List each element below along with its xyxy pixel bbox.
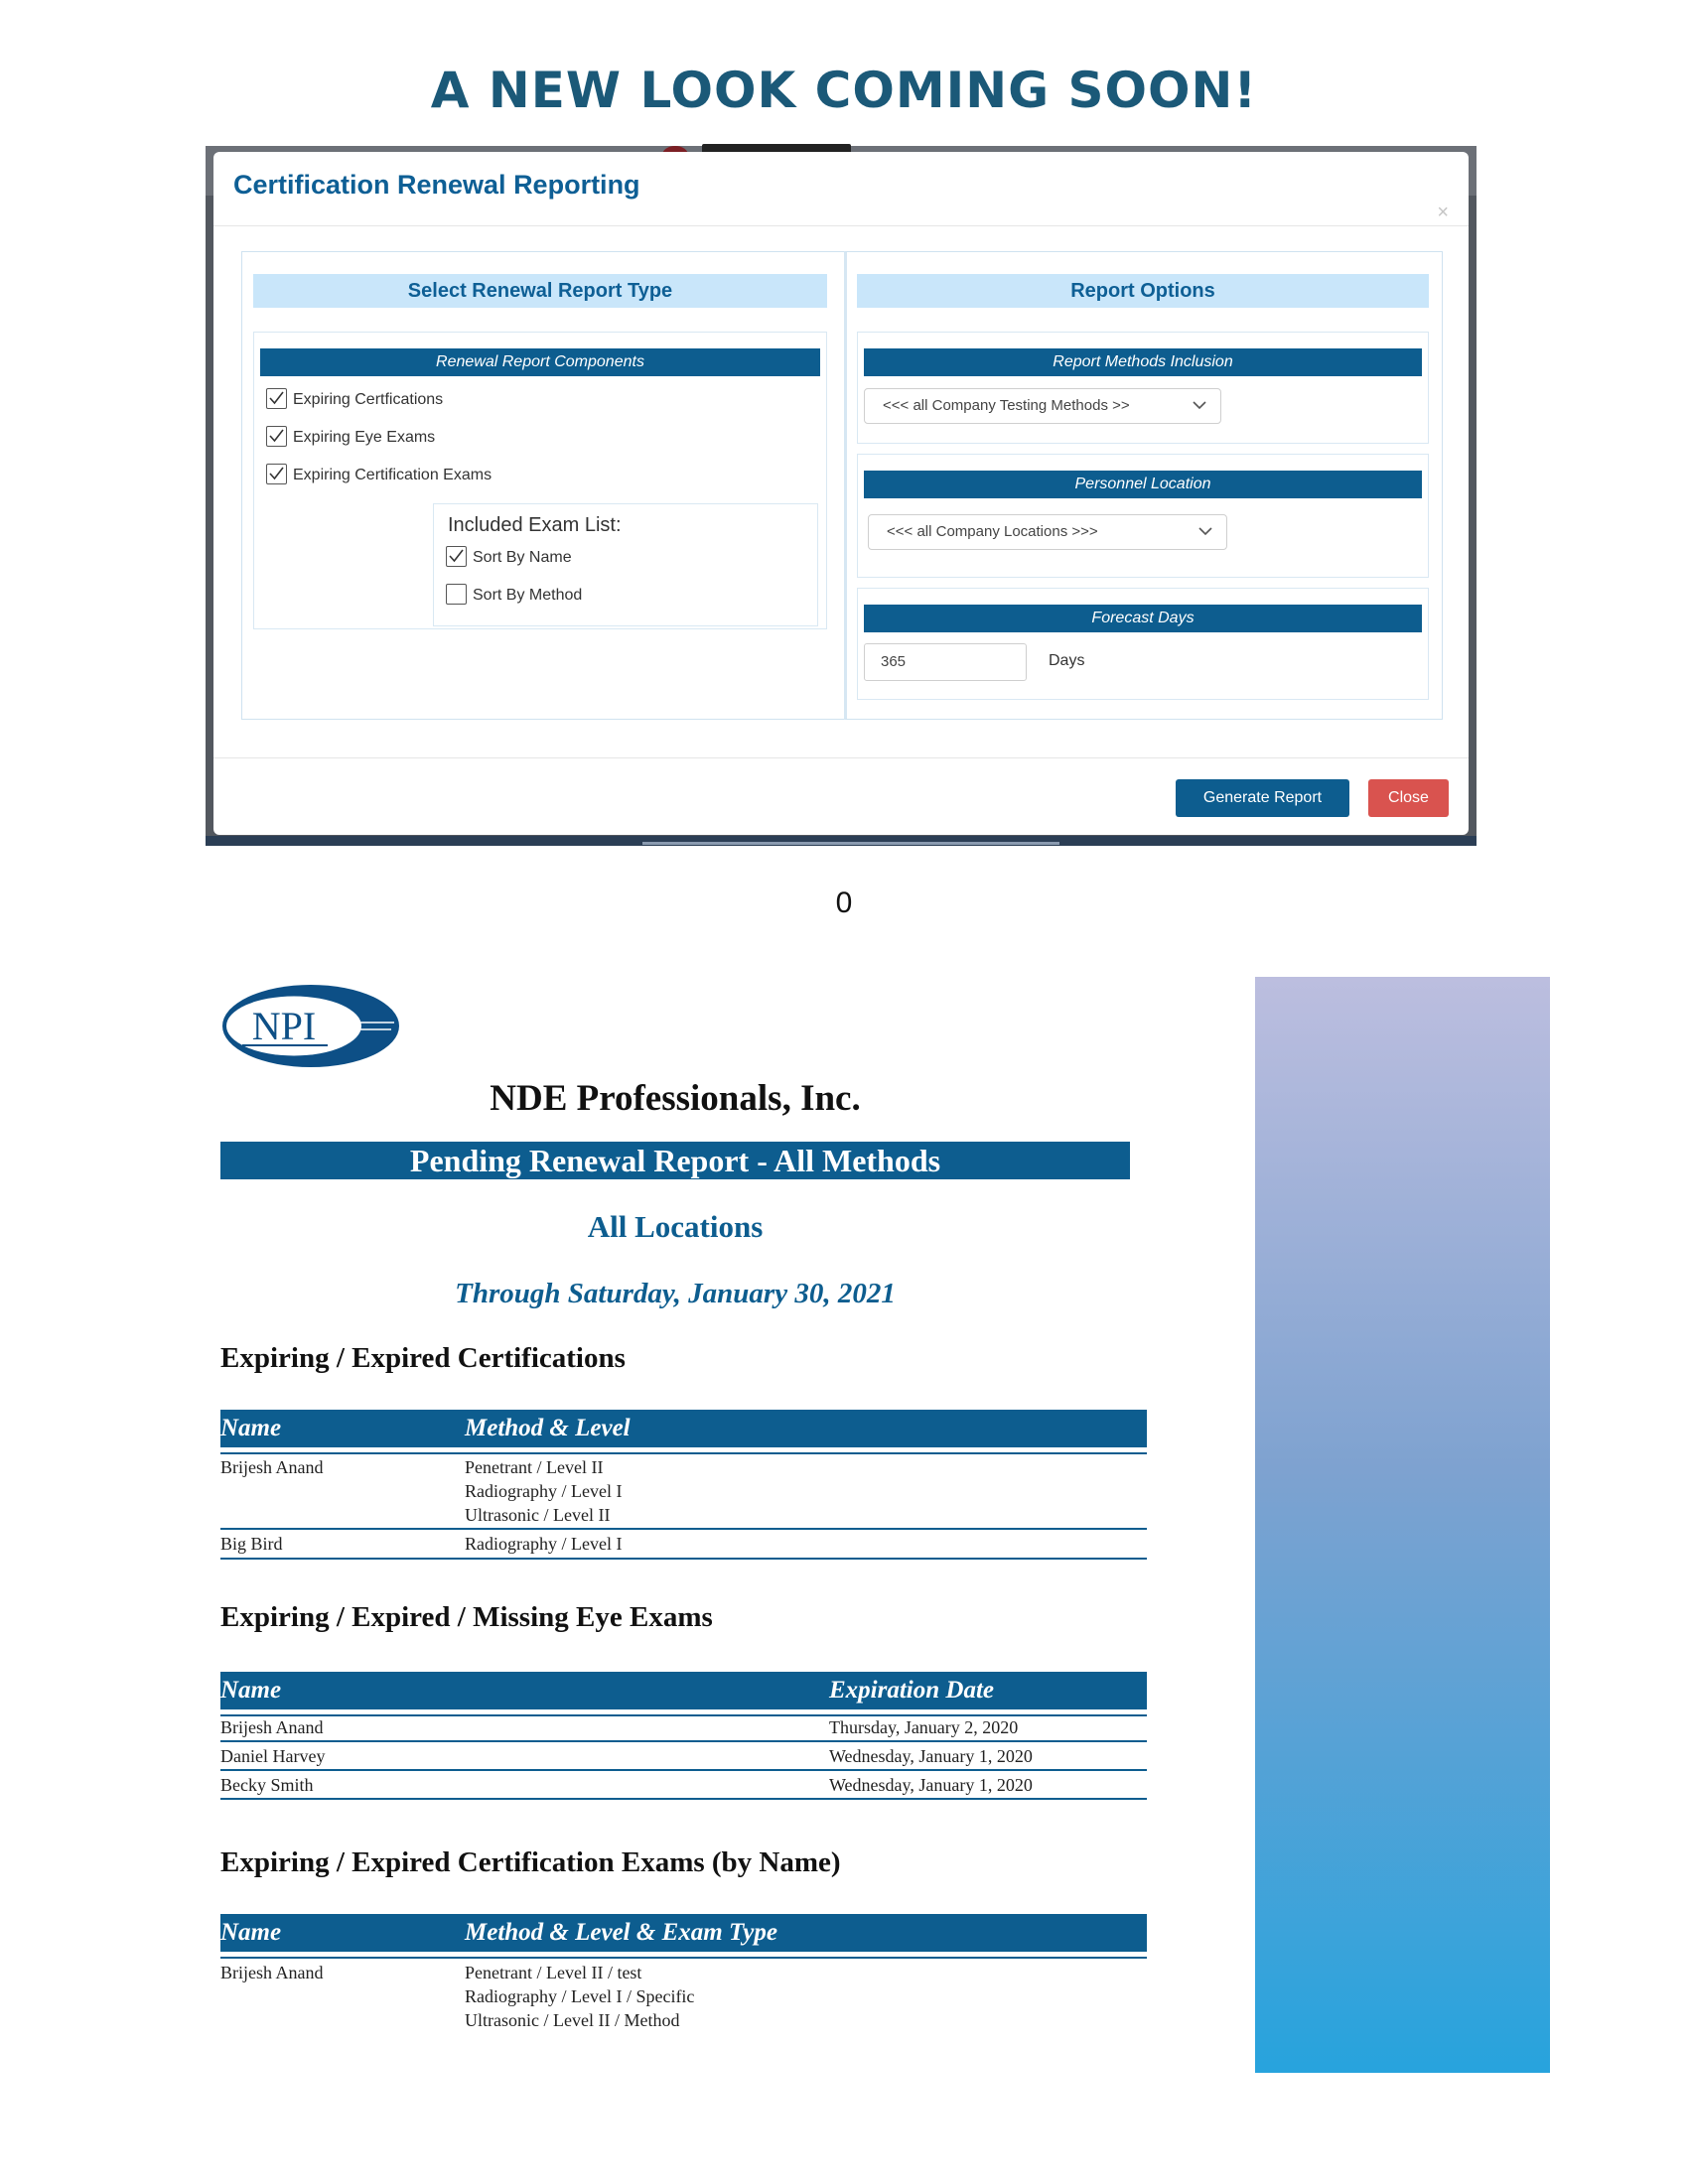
location-select-value: <<< all Company Locations >>>: [887, 523, 1098, 540]
modal-title: Certification Renewal Reporting: [233, 170, 640, 200]
checkbox-checked-icon[interactable]: [266, 426, 287, 447]
column-header: Name: [220, 1919, 282, 1946]
table-cell-value: Wednesday, January 1, 2020: [829, 1746, 1033, 1766]
option-label: Expiring Certfications: [293, 391, 444, 408]
decorative-gradient-panel: [1255, 977, 1550, 2073]
included-exam-list-box: [433, 503, 818, 626]
table-cell-name: Becky Smith: [220, 1775, 314, 1795]
column-header: Name: [220, 1677, 282, 1704]
table-cell-name: Brijesh Anand: [220, 1717, 324, 1737]
report-locations: All Locations: [587, 1209, 764, 1244]
report-type-panel: [241, 251, 844, 720]
methods-select-value: <<< all Company Testing Methods >>: [883, 397, 1130, 414]
background-app-footer: [206, 836, 1477, 846]
checkbox-unchecked-icon[interactable]: [446, 584, 467, 605]
table-cell-value: Ultrasonic / Level II / Method: [465, 2010, 680, 2030]
expiring-certifications-option[interactable]: [266, 389, 443, 411]
forecast-days-unit: Days: [1049, 652, 1085, 669]
checkbox-checked-icon[interactable]: [266, 464, 287, 484]
included-exam-list-title: Included Exam List:: [448, 514, 622, 536]
report-options-header: Report Options: [857, 274, 1429, 308]
table-cell-value: Radiography / Level I / Specific: [465, 1986, 695, 2006]
modal-screenshot: [206, 146, 1477, 846]
table-cell-value: Thursday, January 2, 2020: [829, 1717, 1019, 1737]
report-title-bar: Pending Renewal Report - All Methods: [220, 1142, 1130, 1179]
forecast-days-bar: Forecast Days: [864, 605, 1422, 632]
personnel-location-box: [857, 454, 1429, 578]
personnel-location-bar: Personnel Location: [864, 471, 1422, 498]
modal-header-divider: [213, 225, 1469, 226]
section-title: Expiring / Expired Certifications: [220, 1342, 626, 1374]
chevron-down-icon: [1193, 401, 1206, 410]
option-label: Sort By Method: [473, 587, 583, 604]
location-select[interactable]: [868, 514, 1227, 550]
table-cell-value: Radiography / Level I: [465, 1534, 623, 1554]
column-header: Name: [220, 1415, 282, 1441]
report-type-header: Select Renewal Report Type: [253, 274, 827, 308]
pending-renewal-report: [220, 978, 1147, 2030]
table-cell-name: Big Bird: [220, 1534, 283, 1554]
report-components-bar: Renewal Report Components: [260, 348, 820, 376]
methods-inclusion-bar: Report Methods Inclusion: [864, 348, 1422, 376]
sort-by-method-option[interactable]: [446, 585, 582, 607]
column-header: Method & Level: [465, 1415, 631, 1441]
coming-soon-banner: A NEW LOOK COMING SOON!: [430, 62, 1258, 119]
table-header: [220, 1914, 1147, 1952]
forecast-days-box: [857, 588, 1429, 700]
generate-report-button[interactable]: Generate Report: [1176, 779, 1349, 817]
column-header: Expiration Date: [829, 1677, 994, 1704]
report-through-date: Through Saturday, January 30, 2021: [455, 1278, 896, 1309]
table-cell-name: Daniel Harvey: [220, 1746, 326, 1766]
table-cell-name: Brijesh Anand: [220, 1963, 324, 1982]
expiring-certification-exams-option[interactable]: [266, 465, 492, 486]
page-counter: 0: [835, 887, 853, 919]
table-cell-value: Penetrant / Level II: [465, 1457, 604, 1477]
svg-text:NPI: NPI: [251, 1004, 317, 1048]
checkbox-checked-icon[interactable]: [266, 388, 287, 409]
option-label: Expiring Eye Exams: [293, 429, 436, 446]
column-header: Method & Level & Exam Type: [465, 1919, 777, 1946]
table-cell-name: Brijesh Anand: [220, 1457, 324, 1477]
npi-logo: [220, 983, 401, 1069]
sort-by-name-option[interactable]: [446, 547, 572, 569]
methods-inclusion-box: [857, 332, 1429, 444]
report-options-panel: [844, 251, 1443, 720]
table-cell-value: Ultrasonic / Level II: [465, 1505, 611, 1525]
chevron-down-icon: [1198, 527, 1212, 536]
methods-select[interactable]: [864, 388, 1221, 424]
expiring-eye-exams-option[interactable]: [266, 427, 435, 449]
table-cell-value: Penetrant / Level II / test: [465, 1963, 642, 1982]
option-label: Sort By Name: [473, 549, 572, 566]
modal-footer-divider: [213, 757, 1469, 758]
certification-renewal-modal: [213, 152, 1469, 835]
report-components-box: [253, 332, 827, 629]
close-icon[interactable]: ×: [1437, 202, 1449, 223]
close-button[interactable]: Close: [1368, 779, 1449, 817]
checkbox-checked-icon[interactable]: [446, 546, 467, 567]
company-name: NDE Professionals, Inc.: [490, 1078, 861, 1119]
option-label: Expiring Certification Exams: [293, 467, 492, 483]
table-cell-value: Wednesday, January 1, 2020: [829, 1775, 1033, 1795]
table-header: [220, 1410, 1147, 1447]
forecast-days-input[interactable]: 365: [864, 643, 1027, 681]
table-cell-value: Radiography / Level I: [465, 1481, 623, 1501]
section-title: Expiring / Expired / Missing Eye Exams: [220, 1601, 713, 1633]
table-header: [220, 1672, 1147, 1709]
section-title: Expiring / Expired Certification Exams (by Name): [220, 1846, 841, 1878]
